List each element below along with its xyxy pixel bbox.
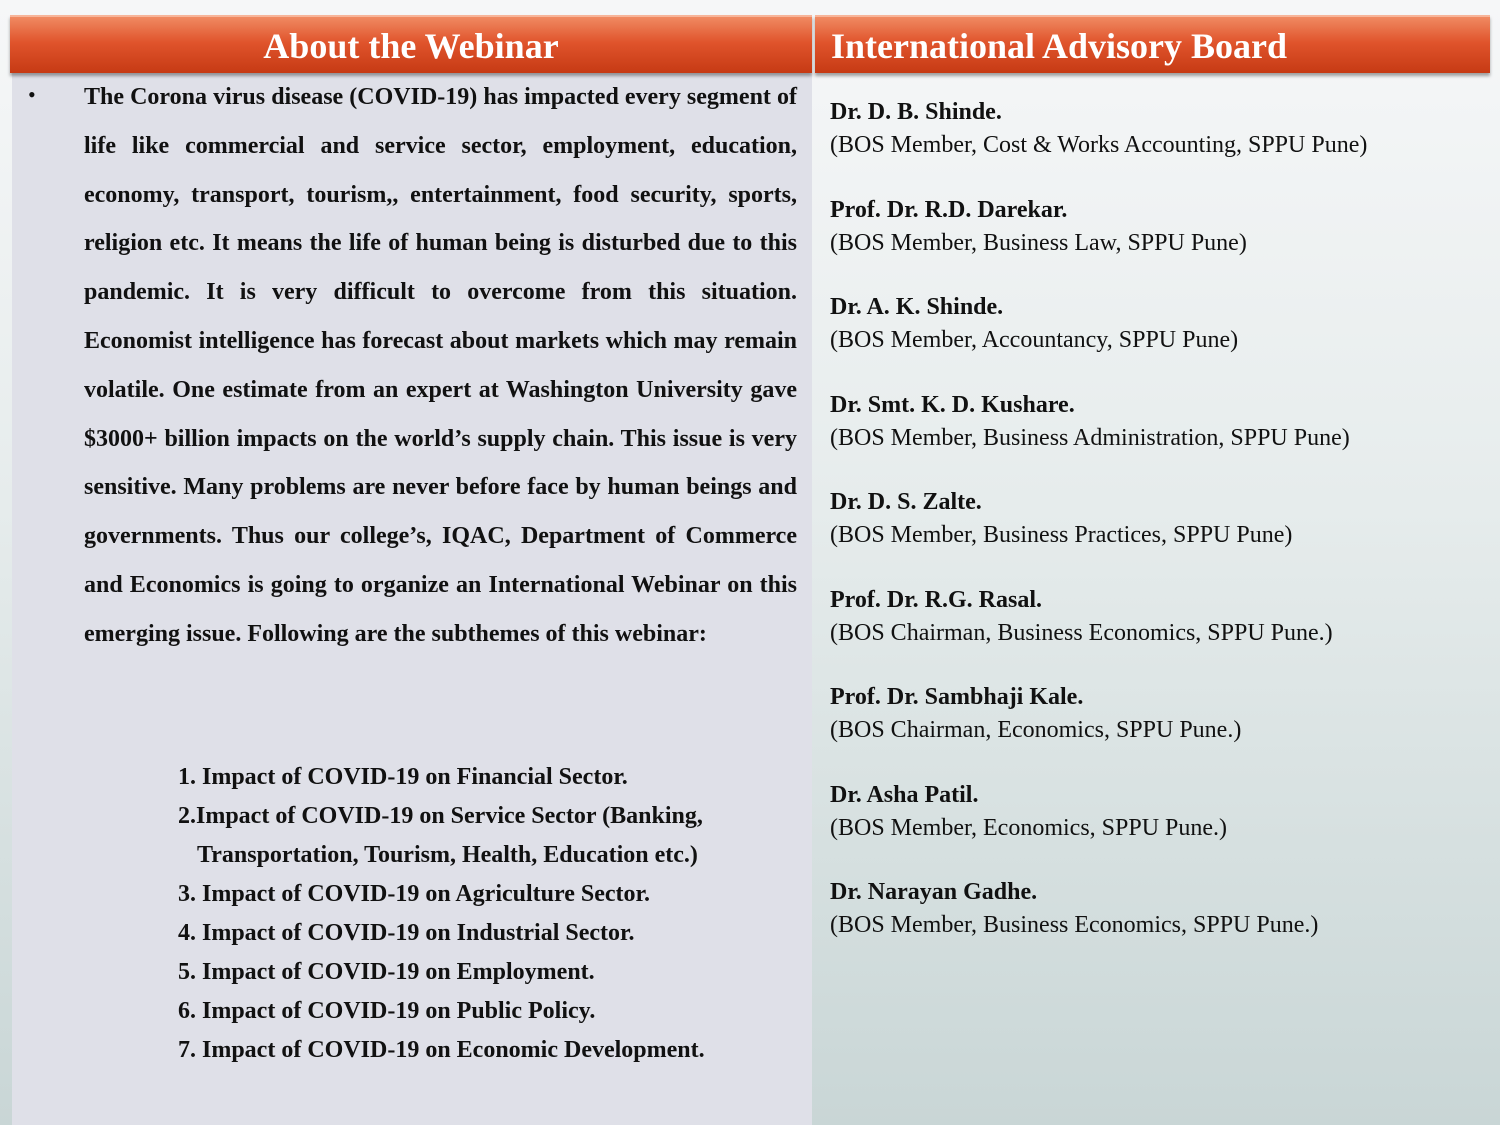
member-role: (BOS Member, Business Practices, SPPU Pune) [830, 522, 1293, 548]
subtheme-item: 3. Impact of COVID-19 on Agriculture Sector. [178, 881, 650, 907]
about-header: About the Webinar [10, 15, 812, 73]
member-name: Prof. Dr. Sambhaji Kale. [830, 684, 1084, 710]
subtheme-item: 6. Impact of COVID-19 on Public Policy. [178, 998, 596, 1024]
about-paragraph: The Corona virus disease (COVID-19) has impacted every segment of life like commercial and service sector, employment, education, economy, transport, tourism,, entertainment, food security, sports, religion etc. It means the life of human being is disturbed due to this pandemic. It is very difficult to overcome from this situation. Economist intelligence has forecast about markets which may remain volatile. One estimate from an expert at Washington University gave $3000+ billion impacts on the world’s supply chain. This issue is very sensitive. Many problems are never before face by human beings and governments. Thus our college’s, IQAC, Department of Commerce and Economics is going to organize an International Webinar on this emerging issue. Following are the subthemes of this webinar: [84, 84, 797, 647]
board-member [830, 681, 1490, 779]
member-name: Dr. D. S. Zalte. [830, 489, 982, 515]
member-role: (BOS Member, Economics, SPPU Pune.) [830, 814, 1228, 841]
member-role: (BOS Chairman, Economics, SPPU Pune.) [830, 717, 1242, 743]
member-role: (BOS Member, Business Law, SPPU Pune) [830, 229, 1247, 256]
member-name: Prof. Dr. R.G. Rasal. [830, 586, 1042, 613]
board-member [830, 291, 1490, 389]
bullet-marker: • [28, 82, 36, 107]
board-member [830, 96, 1490, 194]
board-member [830, 389, 1490, 487]
member-role: (BOS Member, Business Economics, SPPU Pune.) [830, 912, 1319, 938]
subthemes-list [178, 758, 798, 1070]
board-member [830, 584, 1490, 682]
member-role: (BOS Member, Business Administration, SPPU Pune) [830, 424, 1350, 451]
board-member [830, 779, 1490, 877]
board-list [830, 96, 1490, 974]
board-member [830, 486, 1490, 584]
member-role: (BOS Member, Cost & Works Accounting, SPPU Pune) [830, 132, 1368, 158]
subtheme-item: 7. Impact of COVID-19 on Economic Development. [178, 1037, 705, 1063]
subtheme-item: 5. Impact of COVID-19 on Employment. [178, 959, 595, 985]
board-member [830, 876, 1490, 974]
board-header: International Advisory Board [815, 15, 1490, 73]
member-name: Dr. A. K. Shinde. [830, 294, 1004, 320]
member-name: Prof. Dr. R.D. Darekar. [830, 196, 1068, 223]
board-member [830, 194, 1490, 292]
member-name: Dr. Asha Patil. [830, 781, 979, 808]
member-name: Dr. Narayan Gadhe. [830, 879, 1038, 905]
member-name: Dr. D. B. Shinde. [830, 99, 1002, 125]
member-name: Dr. Smt. K. D. Kushare. [830, 391, 1075, 418]
subtheme-item: 2.Impact of COVID-19 on Service Sector (Banking, Transportation, Tourism, Health, Education etc.) [178, 803, 703, 868]
member-role: (BOS Member, Accountancy, SPPU Pune) [830, 327, 1239, 353]
subtheme-item: 4. Impact of COVID-19 on Industrial Sector. [178, 920, 635, 946]
subtheme-item: 1. Impact of COVID-19 on Financial Sector. [178, 764, 628, 790]
member-role: (BOS Chairman, Business Economics, SPPU Pune.) [830, 619, 1333, 646]
